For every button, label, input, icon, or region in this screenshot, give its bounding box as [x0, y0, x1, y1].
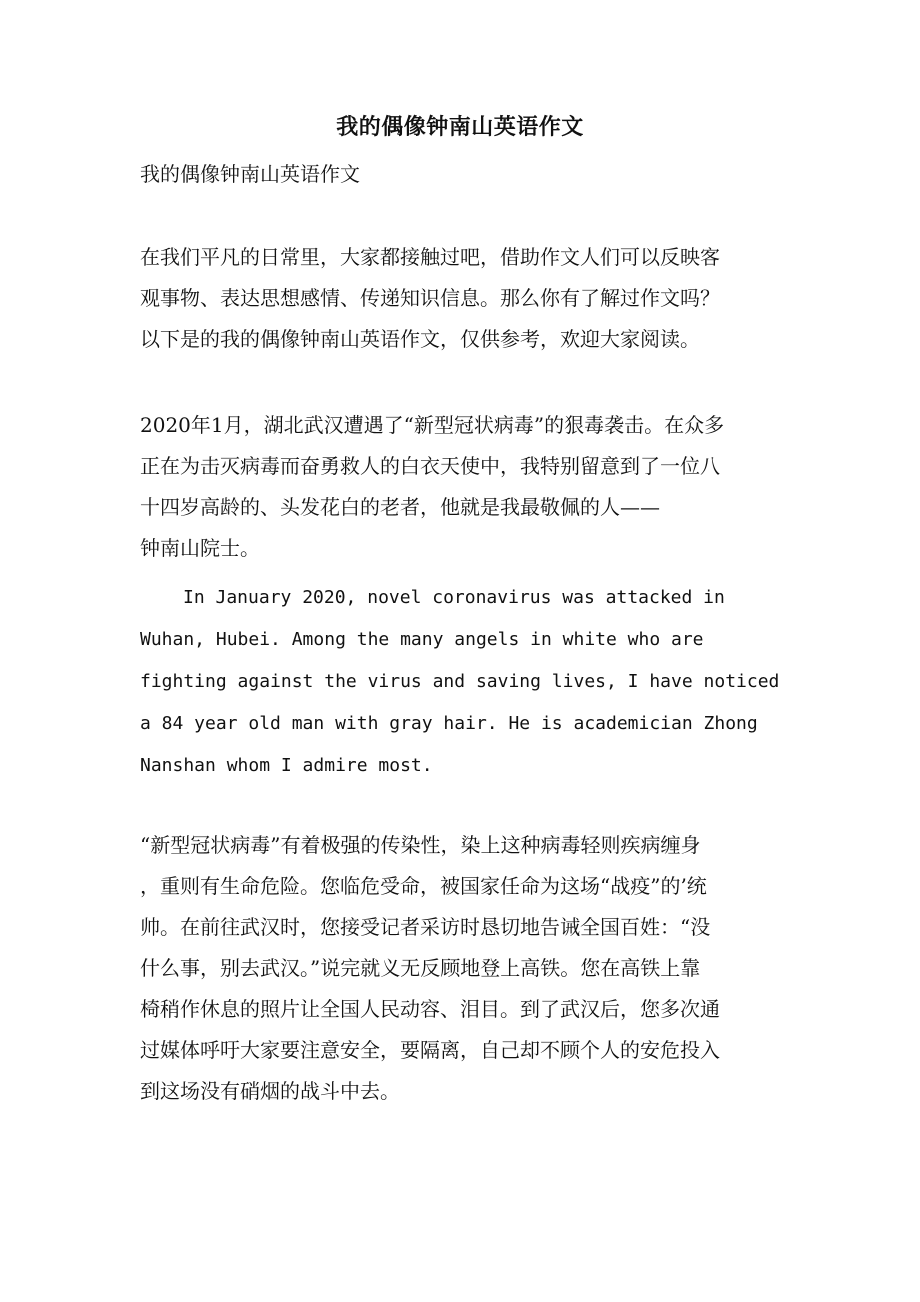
english-paragraph	[140, 577, 790, 787]
paragraph-line: 2020年1月，湖北武汉遭遇了“新型冠状病毒”的狠毒袭击。在众多	[140, 413, 725, 437]
document-title: 我的偶像钟南山英语作文	[336, 114, 584, 140]
english-line: fighting against the virus and saving lives, I have noticed	[140, 671, 780, 692]
intro-line: 观事物、表达思想感情、传递知识信息。那么你有了解过作文吗？	[140, 286, 720, 310]
intro-line: 以下是的我的偶像钟南山英语作文，仅供参考，欢迎大家阅读。	[140, 327, 700, 351]
paragraph-line: 正在为击灭病毒而奋勇救人的白衣天使中，我特别留意到了一位八	[140, 454, 720, 478]
paragraph-line: 椅稍作休息的照片让全国人民动容、泪目。到了武汉后，您多次通	[140, 997, 720, 1021]
english-line: Wuhan, Hubei. Among the many angels in white who are	[140, 629, 704, 650]
chinese-paragraph-2	[140, 825, 790, 1112]
intro-paragraph	[140, 237, 790, 360]
paragraph-line: 过媒体呼吁大家要注意安全，要隔离，自己却不顾个人的安危投入	[140, 1038, 720, 1062]
intro-line: 在我们平凡的日常里，大家都接触过吧，借助作文人们可以反映客	[140, 245, 720, 269]
paragraph-line: “新型冠状病毒”有着极强的传染性，染上这种病毒轻则疾病缠身	[140, 833, 701, 857]
paragraph-line: ，重则有生命危险。您临危受命，被国家任命为这场“战疫”的’统	[140, 874, 707, 898]
paragraph-line: 到这场没有硝烟的战斗中去。	[140, 1079, 400, 1103]
english-line: Nanshan whom I admire most.	[140, 755, 433, 776]
document-subtitle: 我的偶像钟南山英语作文	[140, 162, 360, 186]
paragraph-line: 钟南山院士。	[140, 536, 260, 560]
chinese-paragraph-1	[140, 405, 790, 569]
english-line: a 84 year old man with gray hair. He is academician Zhong	[140, 713, 758, 734]
paragraph-line: 十四岁高龄的、头发花白的老者，他就是我最敬佩的人——	[140, 495, 660, 519]
paragraph-line: 什么事，别去武汉。”说完就义无反顾地登上高铁。您在高铁上靠	[140, 956, 701, 980]
paragraph-line: 帅。在前往武汉时，您接受记者采访时恳切地告诫全国百姓：“没	[140, 915, 711, 939]
english-line: In January 2020, novel coronavirus was attacked in	[183, 587, 725, 608]
